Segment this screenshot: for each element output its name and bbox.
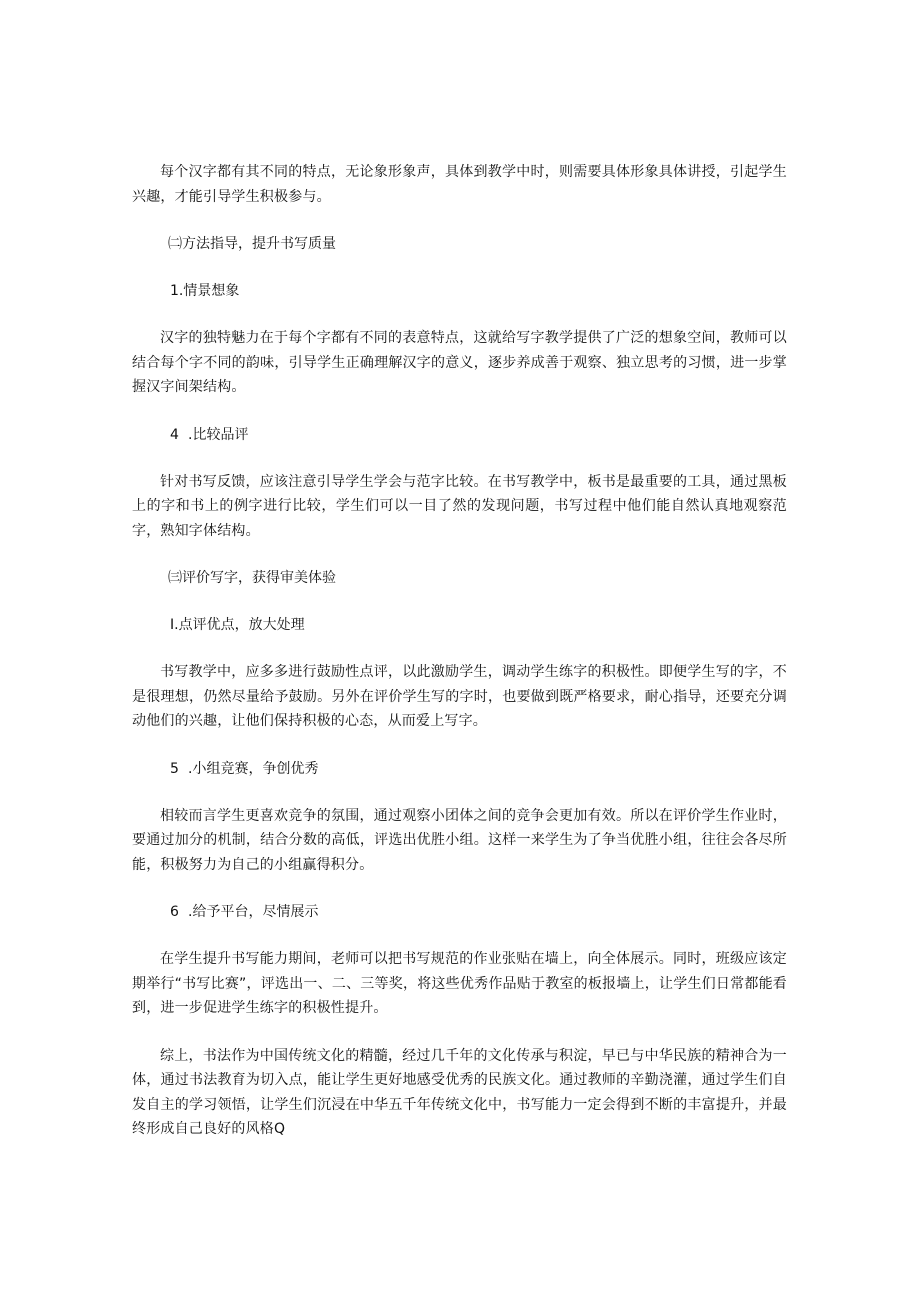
paragraph: 针对书写反馈，应该注意引导学生学会与范字比较。在书写教学中，板书是最重要的工具，通过黑板上的字和书上的例字进行比较，学生们可以一目了然的发现问题，书写过程中他们能自然认真地观察范字，熟知字体结构。: [132, 473, 787, 539]
document-body: [132, 160, 787, 1165]
section-heading: ㈢评价写字，获得审美体验: [168, 570, 336, 586]
subsection-heading: [132, 423, 787, 447]
subsection-number: 4: [170, 426, 179, 443]
subsection-number: 6: [170, 904, 179, 920]
subsection-heading: [132, 900, 787, 924]
subsection-title: .小组竞赛，争创优秀: [188, 760, 319, 777]
subsection-title: .比较品评: [188, 426, 249, 443]
paragraph: 相较而言学生更喜欢竞争的氛围，通过观察小团体之间的竞争会更加有效。所以在评价学生作业时，要通过加分的机制，结合分数的高低，评选出优胜小组。这样一来学生为了争当优胜小组，往往会各尽所能，积极努力为自己的小组赢得积分。: [132, 807, 787, 873]
paragraph: 书写教学中，应多多进行鼓励性点评，以此激励学生，调动学生练字的积极性。即便学生写的字，不是很理想，仍然尽量给予鼓励。另外在评价学生写的字时，也要做到既严格要求，耐心指导，还要充分调动他们的兴趣，让他们保持积极的心态，从而爱上写字。: [132, 664, 787, 729]
paragraph: 综上，书法作为中国传统文化的精髓，经过几千年的文化传承与积淀，早已与中华民族的精神合为一体，通过书法教育为切入点，能让学生更好地感受优秀的民族文化。通过教师的辛勤浇灌，通过学生们自发自主的学习领悟，让学生们沉浸在中华五千年传统文化中，书写能力一定会得到不断的丰富提升，并最终形成自己良好的风格Q: [132, 1047, 787, 1137]
subsection-number: 5: [170, 760, 179, 777]
paragraph: 每个汉字都有其不同的特点，无论象形象声，具体到教学中时，则需要具体形象具体讲授，引起学生兴趣，才能引导学生积极参与。: [132, 164, 787, 205]
section-heading: ㈡方法指导，提升书写质量: [168, 236, 336, 252]
subsection-heading: 1.情景想象: [170, 283, 240, 299]
subsection-title: .给予平台，尽情展示: [188, 904, 319, 920]
paragraph: 在学生提升书写能力期间，老师可以把书写规范的作业张贴在墙上，向全体展示。同时，班级应该定期举行“书写比赛”，评选出一、二、三等奖，将这些优秀作品贴于教室的板报墙上，让学生们日常都能看到，进一步促进学生练字的积极性提升。: [132, 951, 787, 1016]
paragraph: 汉字的独特魅力在于每个字都有不同的表意特点，这就给写字教学提供了广泛的想象空间，教师可以结合每个字不同的韵味，引导学生正确理解汉字的意义，逐步养成善于观察、独立思考的习惯，进一步掌握汉字间架结构。: [132, 330, 787, 395]
subsection-heading: I.点评优点，放大处理: [170, 617, 305, 633]
subsection-heading: [132, 757, 787, 781]
